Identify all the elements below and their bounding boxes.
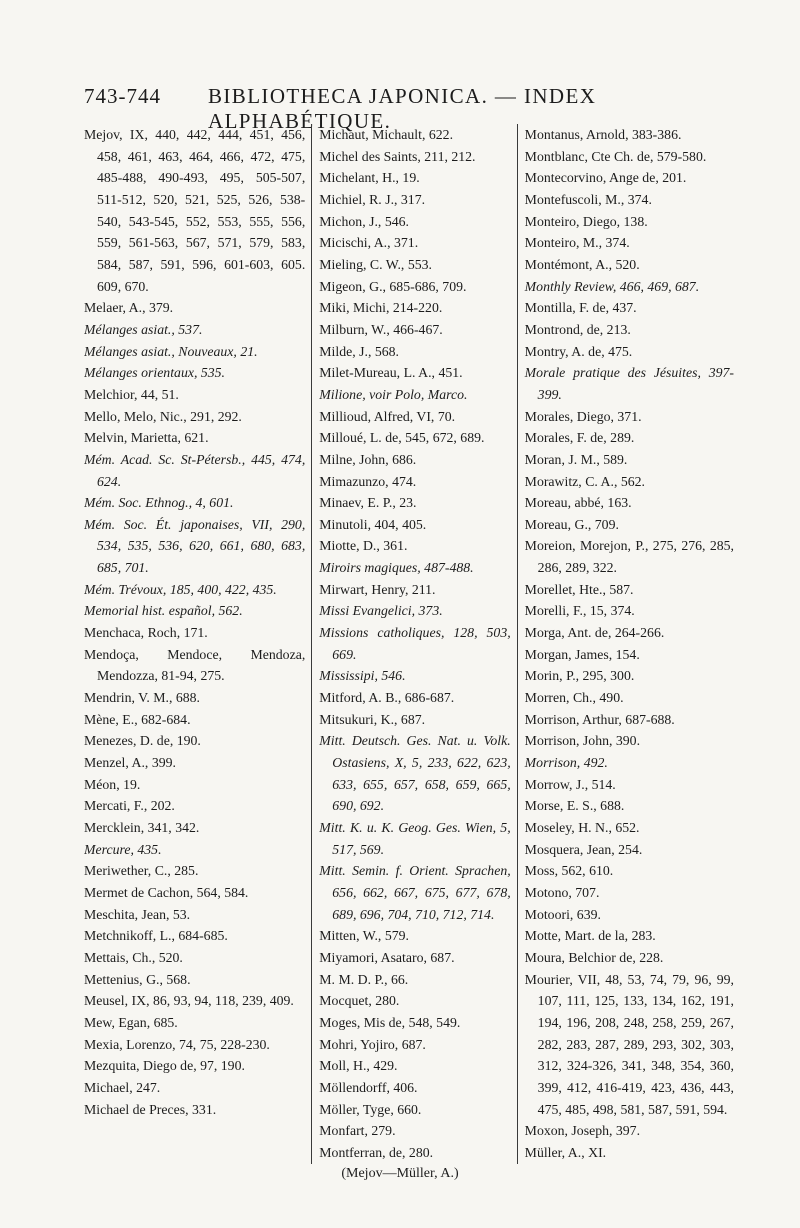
index-entry: Menezes, D. de, 190. bbox=[84, 733, 201, 749]
index-entry: Milione, voir Polo, Marco. bbox=[319, 386, 468, 402]
index-entry: Moran, J. M., 589. bbox=[524, 451, 628, 467]
index-entry: Motoori, 639. bbox=[524, 906, 601, 922]
index-entry: Mendrin, V. M., 688. bbox=[84, 690, 201, 706]
index-entry: Moll, H., 429. bbox=[319, 1058, 398, 1074]
index-entry: Mitt. Semin. f. Orient. Sprachen, 656, 662, 667, 675, 677, 678, 689, 696, 704, 710, 712, 714. bbox=[319, 863, 511, 922]
index-entry: Monteiro, Diego, 138. bbox=[524, 213, 648, 229]
index-entry: Montry, A. de, 475. bbox=[524, 343, 633, 359]
index-entry: Melaer, A., 379. bbox=[84, 300, 174, 316]
index-entry: Morse, E. S., 688. bbox=[524, 798, 625, 814]
index-entry: Menchaca, Roch, 171. bbox=[84, 625, 208, 641]
index-entry: Mélanges asiat., Nouveaux, 21. bbox=[84, 343, 258, 359]
index-entry: Miki, Michi, 214-220. bbox=[319, 300, 443, 316]
index-entry: Montblanc, Cte Ch. de, 579-580. bbox=[524, 148, 707, 164]
index-entry: Monthly Review, 466, 469, 687. bbox=[524, 278, 700, 294]
index-entry: Mello, Melo, Nic., 291, 292. bbox=[84, 408, 242, 424]
index-entry: M. M. D. P., 66. bbox=[319, 971, 409, 987]
index-entry: Morawitz, C. A., 562. bbox=[524, 473, 646, 489]
index-entry: Montrond, de, 213. bbox=[524, 321, 631, 337]
index-entry: Michon, J., 546. bbox=[319, 213, 409, 229]
index-entry: Morale pratique des Jésuites, 397-399. bbox=[524, 365, 734, 402]
index-entry: Melvin, Marietta, 621. bbox=[84, 430, 209, 446]
index-entry: Mew, Egan, 685. bbox=[84, 1014, 178, 1030]
index-entry: Moseley, H. N., 652. bbox=[524, 820, 640, 835]
index-entry: Morales, Diego, 371. bbox=[524, 408, 642, 424]
index-entry: Moreau, G., 709. bbox=[524, 516, 619, 532]
index-entry: Mém. Trévoux, 185, 400, 422, 435. bbox=[84, 581, 277, 597]
page-header bbox=[84, 84, 734, 133]
index-entry: Milne, John, 686. bbox=[319, 451, 417, 467]
index-entry: Monteiro, M., 374. bbox=[524, 235, 630, 251]
index-entry: Mirwart, Henry, 211. bbox=[319, 581, 436, 597]
index-entry: Michelant, H., 19. bbox=[319, 170, 420, 186]
index-entry: Minaev, E. P., 23. bbox=[319, 495, 417, 511]
index-entry: Michael, 247. bbox=[84, 1079, 161, 1095]
index-entry: Memorial hist. español, 562. bbox=[84, 603, 243, 619]
index-entry: Meschita, Jean, 53. bbox=[84, 906, 191, 922]
index-entry: Montilla, F. de, 437. bbox=[524, 300, 637, 316]
index-entry: Mém. Soc. Ethnog., 4, 601. bbox=[84, 495, 234, 511]
index-entry: Möllendorff, 406. bbox=[319, 1079, 418, 1095]
index-entry: Minutoli, 404, 405. bbox=[319, 516, 427, 532]
index-entry: Motte, Mart. de la, 283. bbox=[524, 928, 656, 944]
index-entry: Mieling, C. W., 553. bbox=[319, 256, 432, 272]
index-entry: Mettais, Ch., 520. bbox=[84, 949, 183, 965]
index-entry: Mermet de Cachon, 564, 584. bbox=[84, 884, 249, 900]
index-entry: Michaut, Michault, 622. bbox=[319, 127, 454, 142]
page-footer: (Mejov—Müller, A.) bbox=[341, 1166, 459, 1181]
index-entry: Mém. Acad. Sc. St-Pétersb., 445, 474, 624. bbox=[84, 451, 306, 489]
index-entry: Mendoça, Mendoce, Mendoza, Mendozza, 81-94, 275. bbox=[84, 646, 306, 684]
index-entry: Möller, Tyge, 660. bbox=[319, 1101, 422, 1117]
index-entry: Moss, 562, 610. bbox=[524, 863, 614, 879]
index-entry: Montferran, de, 280. bbox=[319, 1144, 434, 1160]
index-column-3 bbox=[517, 124, 734, 1164]
index-entry: Meusel, IX, 86, 93, 94, 118, 239, 409. bbox=[84, 993, 294, 1009]
index-entry: Mitt. Deutsch. Ges. Nat. u. Volk. Ostasiens, X, 5, 233, 622, 623, 633, 655, 657, 658, 659, 665, 690, 692. bbox=[319, 733, 511, 814]
index-entry: Mourier, VII, 48, 53, 74, 79, 96, 99, 107, 111, 125, 133, 134, 162, 191, 194, 196, 208, 248, 258, 259, 267, 282, 283, 287, 289, 293, 302, 303, 312, 324-326, 341, 348, 354, 360, 399, 412, 416-419, 423, 436, 443, 475, 485, 498, 581, 587, 591, 594. bbox=[524, 971, 734, 1117]
index-entry: Miroirs magiques, 487-488. bbox=[319, 560, 474, 576]
index-entry: Micischi, A., 371. bbox=[319, 235, 419, 251]
index-entry: Montecorvino, Ange de, 201. bbox=[524, 170, 687, 186]
index-entry: Moreau, abbé, 163. bbox=[524, 495, 632, 511]
index-entry: Montémont, A., 520. bbox=[524, 256, 640, 272]
index-entry: Morgan, James, 154. bbox=[524, 646, 640, 662]
page-range: 743-744 bbox=[84, 84, 161, 108]
index-entry: Mélanges orientaux, 535. bbox=[84, 365, 226, 381]
index-entry: Meriwether, C., 285. bbox=[84, 863, 199, 879]
index-entry: Mercure, 435. bbox=[84, 841, 162, 857]
index-entry: Milde, J., 568. bbox=[319, 343, 399, 359]
index-entry: Mocquet, 280. bbox=[319, 993, 400, 1009]
index-entry: Michael de Preces, 331. bbox=[84, 1101, 217, 1117]
index-entry: Melchior, 44, 51. bbox=[84, 386, 179, 402]
index-entry: Metchnikoff, L., 684-685. bbox=[84, 928, 228, 944]
index-entry: Michel des Saints, 211, 212. bbox=[319, 148, 476, 164]
index-entry: Müller, A., XI. bbox=[524, 1144, 607, 1160]
index-entry: Mitsukuri, K., 687. bbox=[319, 711, 426, 727]
index-entry: Morrison, Arthur, 687-688. bbox=[524, 711, 675, 727]
index-entry: Mimazunzo, 474. bbox=[319, 473, 417, 489]
index-entry: Montanus, Arnold, 383-386. bbox=[524, 127, 682, 142]
index-entry: Mercklein, 341, 342. bbox=[84, 820, 200, 835]
index-entry: Mississipi, 546. bbox=[319, 668, 406, 684]
index-entry: Michiel, R. J., 317. bbox=[319, 191, 426, 207]
index-entry: Mém. Soc. Ét. japonaises, VII, 290, 534, 535, 536, 620, 661, 680, 683, 685, 701. bbox=[84, 516, 306, 576]
index-entry: Mitten, W., 579. bbox=[319, 928, 409, 944]
index-column-1 bbox=[84, 124, 311, 1164]
index-entry: Mohri, Yojiro, 687. bbox=[319, 1036, 426, 1052]
index-entry: Migeon, G., 685-686, 709. bbox=[319, 278, 467, 294]
index-columns bbox=[84, 124, 734, 1164]
index-entry: Mercati, F., 202. bbox=[84, 798, 175, 814]
index-entry: Mène, E., 682-684. bbox=[84, 711, 191, 727]
index-entry: Méon, 19. bbox=[84, 776, 141, 792]
index-entry: Morales, F. de, 289. bbox=[524, 430, 635, 446]
index-entry: Mosquera, Jean, 254. bbox=[524, 841, 643, 857]
index-entry: Milburn, W., 466-467. bbox=[319, 321, 443, 337]
index-entry bbox=[319, 1164, 510, 1165]
index-entry: Morga, Ant. de, 264-266. bbox=[524, 625, 665, 641]
index-entry: Moreion, Morejon, P., 275, 276, 285, 286, 289, 322. bbox=[524, 538, 734, 576]
index-entry: Mettenius, G., 568. bbox=[84, 971, 191, 987]
index-entry: Miyamori, Asataro, 687. bbox=[319, 949, 455, 965]
index-entry: Morellet, Hte., 587. bbox=[524, 581, 634, 597]
index-entry: Millioud, Alfred, VI, 70. bbox=[319, 408, 456, 424]
index-entry: Moxon, Joseph, 397. bbox=[524, 1123, 641, 1139]
page-title: BIBLIOTHECA JAPONICA. — INDEX ALPHABÉTIQUE. bbox=[208, 84, 597, 133]
index-entry: Morrison, John, 390. bbox=[524, 733, 641, 749]
index-entry: Morrison, 492. bbox=[524, 755, 608, 771]
index-entry: Morin, P., 295, 300. bbox=[524, 668, 635, 684]
index-entry: Menzel, A., 399. bbox=[84, 755, 176, 771]
index-entry: Milloué, L. de, 545, 672, 689. bbox=[319, 430, 485, 446]
index-entry: Mejov, IX, 440, 442, 444, 451, 456, 458, 461, 463, 464, 466, 472, 475, 485-488, 490-493, 495, 505-507, 511-512, 520, 521, 525, 526, 538-540, 543-545, 552, 553, 555, 556, 559, 561-563, 567, 571, 579, 583, 584, 587, 591, 596, 601-603, 605. 609, 670. bbox=[84, 127, 306, 294]
index-entry: Morrow, J., 514. bbox=[524, 776, 616, 792]
index-entry: Motono, 707. bbox=[524, 884, 600, 900]
index-entry: Missi Evangelici, 373. bbox=[319, 603, 443, 619]
index-entry: Morren, Ch., 490. bbox=[524, 690, 624, 706]
index-entry: Mexia, Lorenzo, 74, 75, 228-230. bbox=[84, 1036, 270, 1052]
index-column-2 bbox=[311, 124, 516, 1164]
index-entry: Morelli, F., 15, 374. bbox=[524, 603, 635, 619]
index-entry: Mitford, A. B., 686-687. bbox=[319, 690, 455, 706]
index-entry: Mezquita, Diego de, 97, 190. bbox=[84, 1058, 245, 1074]
index-entry: Mitt. K. u. K. Geog. Ges. Wien, 5, 517, 569. bbox=[319, 820, 511, 857]
index-entry: Mélanges asiat., 537. bbox=[84, 321, 203, 337]
index-entry: Miotte, D., 361. bbox=[319, 538, 408, 554]
index-entry: Missions catholiques, 128, 503, 669. bbox=[319, 625, 511, 662]
index-entry: Moges, Mis de, 548, 549. bbox=[319, 1014, 461, 1030]
index-entry: Monfart, 279. bbox=[319, 1123, 396, 1139]
index-entry: Montefuscoli, M., 374. bbox=[524, 191, 652, 207]
index-entry: Milet-Mureau, L. A., 451. bbox=[319, 365, 463, 381]
index-entry: Moura, Belchior de, 228. bbox=[524, 949, 664, 965]
